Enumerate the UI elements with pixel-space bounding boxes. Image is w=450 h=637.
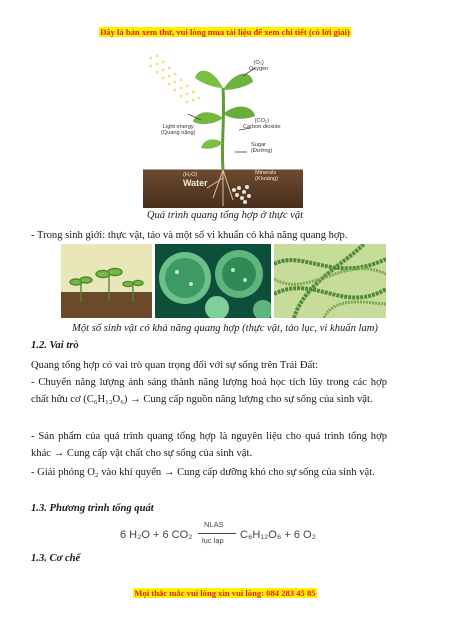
- light-name: Light energy: [162, 124, 194, 130]
- green-algae-photo: [155, 244, 271, 318]
- equation-arrow: [198, 533, 236, 534]
- sugar-label: [251, 142, 272, 155]
- minerals-label: [255, 170, 278, 183]
- o2-name: Oxygen: [249, 66, 269, 73]
- role-point-2: - Sản phẩm của quá trình quang tổng hợp là nguyên liệu cho quá trình tổng hợp khác → Cung cấp vật chất cho sự sống của sinh vật.: [31, 431, 387, 460]
- heading-role: 1.2. Vai trò: [31, 340, 79, 351]
- equation-products: C₆H₁₂O₆ + 6 O₂: [240, 529, 316, 541]
- heading-mechanism: 1.3. Cơ chế: [31, 553, 81, 564]
- contact-banner: [0, 588, 450, 598]
- co2-name: Carbon dioxide: [243, 124, 281, 131]
- h2o-formula: (H₂O): [183, 172, 198, 178]
- water-label: [183, 172, 208, 189]
- figure-caption-1: Quá trình quang tổng hợp ở thực vật: [146, 210, 304, 221]
- oxygen-label: [249, 60, 268, 73]
- contact-banner-text: Mọi thắc mắc vui lòng xin vui lòng: 084 283 45 85: [134, 588, 316, 598]
- equation-condition-top: NLAS: [204, 520, 224, 529]
- organisms-line: - Trong sinh giới: thực vật, tảo và một số vi khuẩn có khả năng quang hợp.: [31, 230, 348, 241]
- photosynthesis-diagram: [143, 48, 303, 208]
- figure-caption-2: Một số sinh vật có khả năng quang hợp (thực vật, tảo lục, vi khuẩn lam): [72, 323, 378, 334]
- equation-reactants: 6 H₂O + 6 CO₂: [120, 529, 193, 541]
- plant-seedlings-photo: [61, 244, 152, 318]
- minerals-name: Minerals: [255, 170, 277, 176]
- o2-formula: (O₂): [253, 60, 264, 66]
- heading-equation: 1.3. Phương trình tổng quát: [31, 503, 154, 514]
- cyanobacteria-photo: [274, 244, 386, 318]
- sugar-vi: (Đường): [251, 148, 273, 155]
- water-name: Water: [183, 178, 208, 189]
- role-point-1: - Chuyển năng lượng ánh sáng thành năng lượng hoá học tích lũy trong các hợp chất hữu cơ (C₆H₁₂O₆) → Cung cấp nguồn năng lượng cho sự sống của sinh vật.: [31, 377, 387, 406]
- minerals-vi: (Khoáng): [255, 176, 279, 183]
- sugar-name: Sugar: [251, 142, 266, 148]
- preview-banner-text: Đây là bản xem thử, vui lòng mua tài liệu để xem chi tiết (có lời giải): [100, 27, 350, 37]
- photosynthesis-equation: [120, 520, 350, 550]
- co2-formula: (CO₂): [254, 118, 269, 124]
- role-point-3: - Giải phóng O₂ vào khí quyển → Cung cấp dưỡng khó cho sự sống của sinh vật.: [31, 467, 375, 478]
- light-energy-label: [161, 124, 196, 137]
- co2-label: [243, 118, 281, 131]
- organism-photos: [61, 244, 386, 318]
- equation-condition-bottom: lục lạp: [202, 536, 224, 545]
- preview-banner: [0, 27, 450, 37]
- role-intro: Quang tổng hợp có vai trò quan trọng đối với sự sống trên Trái Đất:: [31, 360, 319, 371]
- light-vi: (Quang năng): [161, 130, 196, 137]
